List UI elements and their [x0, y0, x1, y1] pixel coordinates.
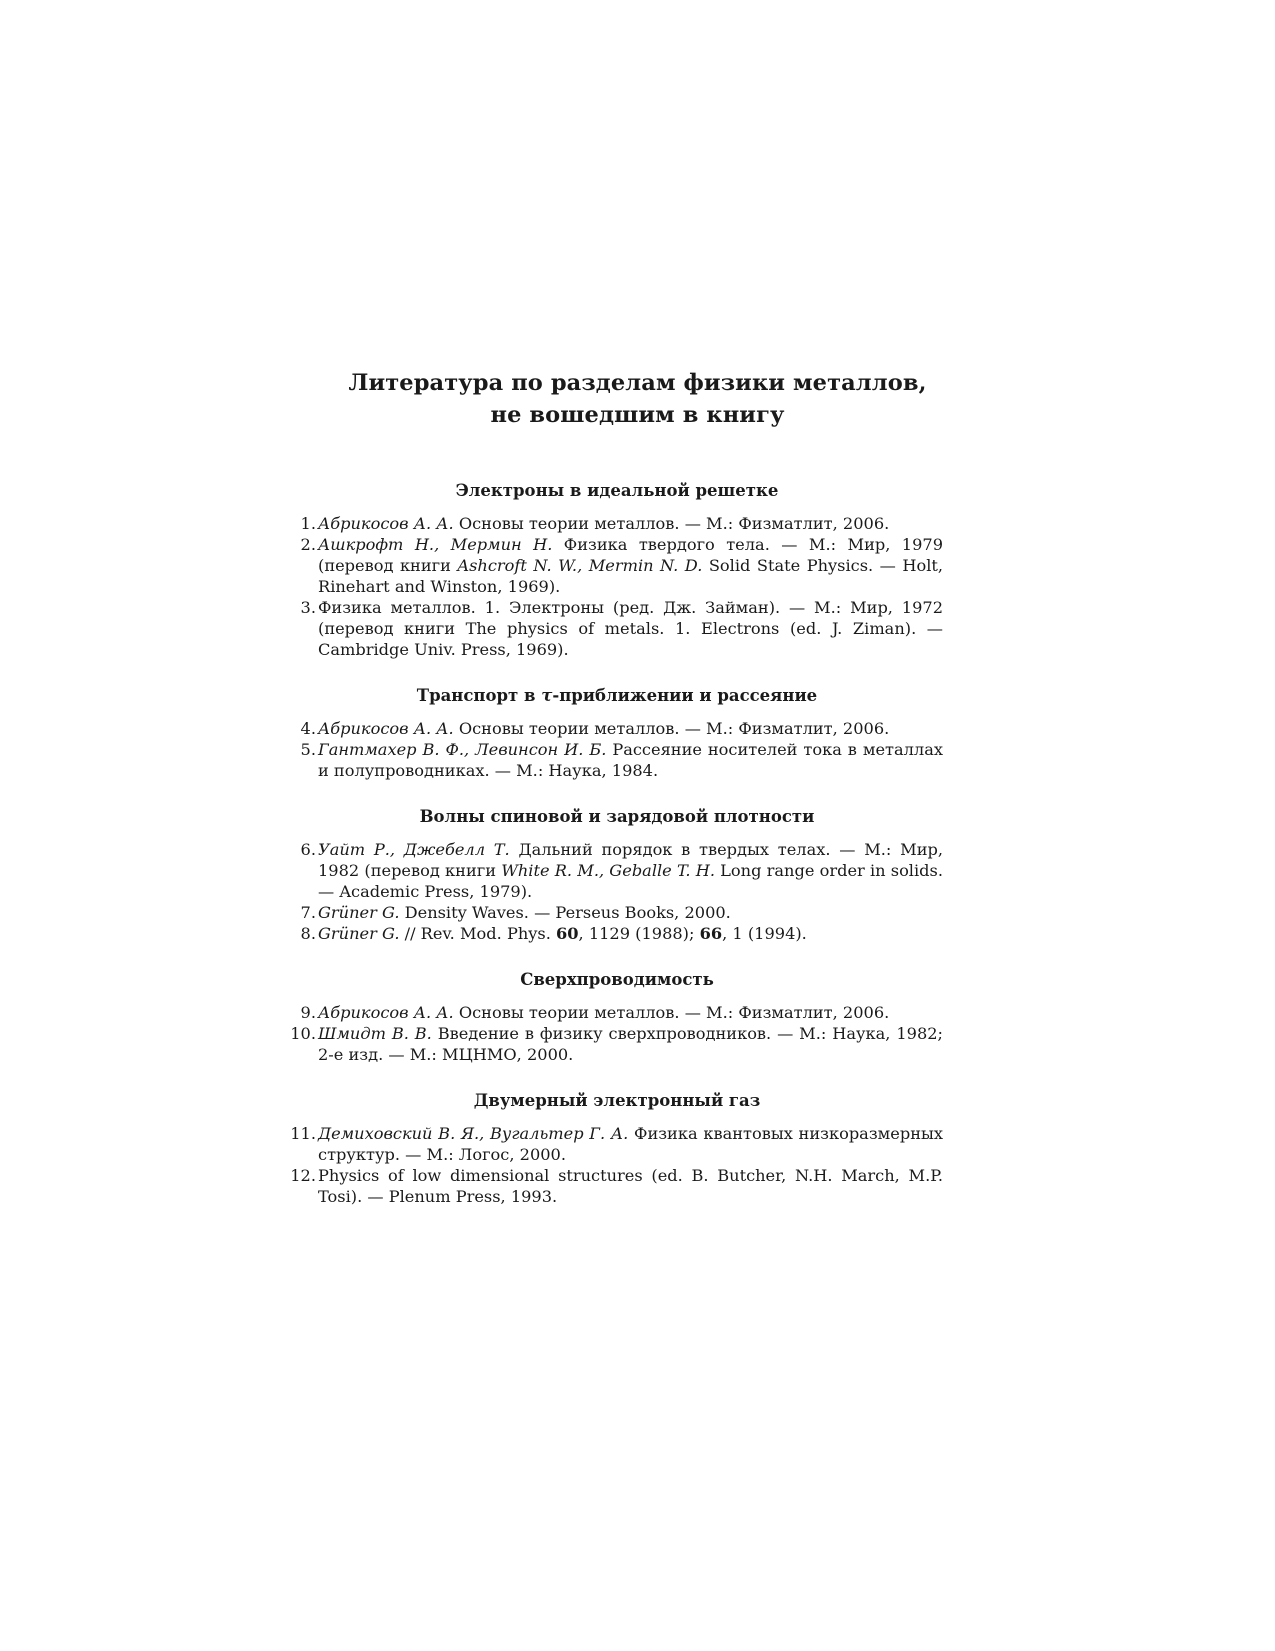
reference-list: [291, 718, 943, 781]
reference-item: [291, 597, 943, 660]
section-heading: Электроны в идеальной решетке: [455, 481, 779, 500]
reference-item: [291, 902, 943, 923]
reference-author: Абрикосов А. А.: [318, 1003, 454, 1022]
section-2d-electron-gas: [291, 1090, 943, 1207]
reference-number: 3.: [300, 598, 316, 617]
reference-number: 5.: [300, 740, 316, 759]
reference-author-original: Ashcroft N. W., Mermin N. D.: [457, 556, 703, 575]
reference-number: 7.: [300, 903, 316, 922]
reference-text: Введение в физику сверхпроводников. — М.: Наука, 1982; 2-е изд. — М.: МЦНМО, 2000.: [318, 1024, 943, 1064]
reference-text: Физика металлов. 1. Электроны (ред. Дж. Займан). — М.: Мир, 1972 (перевод книги The physics of metals. 1. Electrons (ed. J. Ziman). — Cambridge Univ. Press, 1969).: [318, 598, 943, 659]
reference-text: // Rev. Mod. Phys.: [399, 924, 556, 943]
reference-text-original: Solid State Physics. — Holt, Rinehart and Winston, 1969).: [318, 556, 944, 596]
reference-number: 2.: [300, 535, 316, 554]
reference-item: [291, 739, 943, 781]
reference-text: Физика квантовых низкоразмерных структур. — М.: Логос, 2000.: [318, 1124, 943, 1164]
reference-author: Гантмахер В. Ф., Левинсон И. Б.: [318, 740, 607, 759]
reference-number: 11.: [290, 1124, 316, 1143]
reference-author: Шмидт В. В.: [318, 1024, 432, 1043]
reference-text-pages: , 1 (1994).: [722, 924, 807, 943]
reference-item: [291, 839, 943, 902]
section-transport: [291, 685, 943, 781]
reference-author: Уайт Р., Джебелл Т.: [318, 840, 510, 859]
reference-author: Grüner G.: [318, 903, 400, 922]
reference-text: Physics of low dimensional structures (ed. B. Butcher, N.H. March, M.P. Tosi). — Plenum Press, 1993.: [318, 1166, 943, 1206]
reference-list: [291, 1002, 943, 1065]
bibliography: [291, 480, 943, 1207]
reference-list: [291, 839, 943, 944]
section-heading: Двумерный электронный газ: [473, 1091, 761, 1110]
tau-symbol: τ: [541, 686, 553, 705]
reference-text: Основы теории металлов. — М.: Физматлит, 2006.: [453, 514, 890, 533]
reference-text: Основы теории металлов. — М.: Физматлит, 2006.: [453, 1003, 890, 1022]
reference-number: 1.: [300, 514, 316, 533]
reference-item: [291, 1165, 943, 1207]
section-heading: [291, 685, 943, 707]
reference-author: Ашкрофт Н., Мермин Н.: [318, 535, 553, 554]
reference-text: Физика твердого тела. — М.: Мир, 1979 (перевод книги: [318, 535, 943, 575]
page-title-line-1: Литература по разделам физики металлов,: [348, 370, 927, 397]
reference-text: Рассеяние носителей тока в металлах и полупроводниках. — М.: Наука, 1984.: [318, 740, 943, 780]
reference-item: [291, 718, 943, 739]
reference-list: [291, 1123, 943, 1207]
reference-number: 9.: [300, 1003, 316, 1022]
section-heading-prefix: Транспорт в: [416, 686, 542, 705]
reference-item: [291, 1123, 943, 1165]
section-heading-suffix: -приближении и рассеяние: [552, 686, 818, 705]
reference-list: [291, 513, 943, 660]
section-heading: Сверхпроводимость: [520, 970, 714, 989]
page-title: [0, 367, 1275, 431]
reference-item: [291, 1002, 943, 1023]
reference-text-original: Long range order in solids. — Academic Press, 1979).: [318, 861, 943, 901]
reference-author: Демиховский В. Я., Вугальтер Г. А.: [318, 1124, 629, 1143]
reference-text-pages: , 1129 (1988);: [578, 924, 700, 943]
reference-text: Основы теории металлов. — М.: Физматлит, 2006.: [453, 719, 890, 738]
section-electrons: [291, 480, 943, 660]
reference-number: 6.: [300, 840, 316, 859]
reference-author: Grüner G.: [318, 924, 400, 943]
reference-text: Density Waves. — Perseus Books, 2000.: [399, 903, 731, 922]
section-superconductivity: [291, 969, 943, 1065]
reference-item: [291, 534, 943, 597]
section-density-waves: [291, 806, 943, 944]
journal-volume: 66: [699, 924, 723, 943]
reference-text: Дальний порядок в твердых телах. — М.: Мир, 1982 (перевод книги: [318, 840, 943, 880]
reference-author: Абрикосов А. А.: [318, 719, 454, 738]
reference-item: [291, 923, 943, 944]
page-title-line-2: не вошедшим в книгу: [490, 402, 785, 429]
journal-volume: 60: [556, 924, 579, 943]
section-heading: Волны спиновой и зарядовой плотности: [419, 807, 815, 826]
reference-item: [291, 513, 943, 534]
reference-number: 10.: [290, 1024, 316, 1043]
reference-number: 4.: [300, 719, 316, 738]
reference-number: 8.: [300, 924, 316, 943]
reference-author-original: White R. M., Geballe T. H.: [501, 861, 715, 880]
reference-number: 12.: [290, 1166, 316, 1185]
reference-author: Абрикосов А. А.: [318, 514, 454, 533]
reference-item: [291, 1023, 943, 1065]
